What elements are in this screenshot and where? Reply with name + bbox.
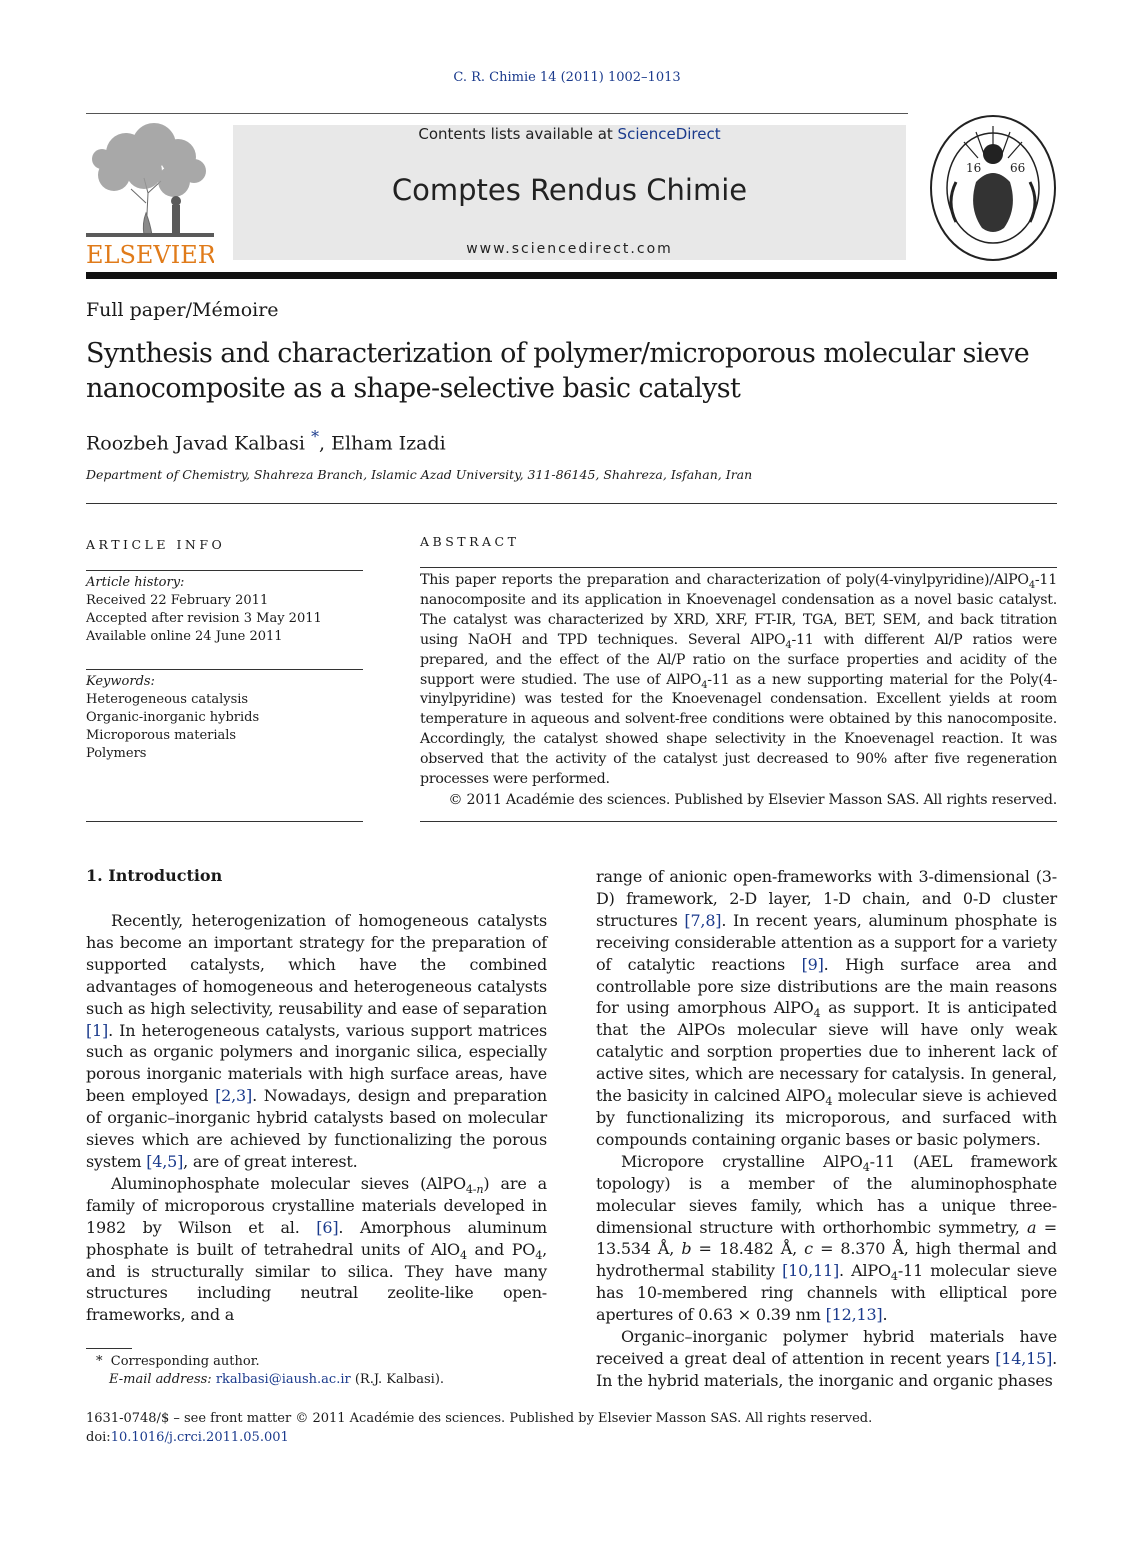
history-received: Received 22 February 2011 bbox=[86, 593, 269, 608]
keyword-item: Microporous materials bbox=[86, 728, 237, 743]
author-name[interactable]: Elham Izadi bbox=[331, 432, 446, 455]
affiliation: Department of Chemistry, Shahreza Branch, Islamic Azad University, 311-86145, Shahreza, Isfahan, Iran bbox=[86, 467, 753, 482]
info-divider bbox=[86, 821, 363, 822]
body-column-left bbox=[86, 910, 547, 1326]
footnote: * Corresponding author. E-mail address: rkalbasi@iaush.ac.ir (R.J. Kalbasi). bbox=[96, 1354, 445, 1387]
journal-title: Comptes Rendus Chimie bbox=[391, 173, 748, 207]
abstract-copyright: © 2011 Académie des sciences. Published by Elsevier Masson SAS. All rights reserved. bbox=[448, 791, 1057, 808]
title-divider bbox=[86, 503, 1057, 504]
elsevier-tree-icon bbox=[86, 123, 214, 265]
paragraph: range of anionic open-frameworks with 3-dimensional (3-D) framework, 2-D layer, 1-D chain, and 0-D cluster structures [7,8]. In recent years, aluminum phosphate is receiving considerable attention as a support for a variety of catalytic reactions [9]. High surface area and controllable pore size distributions are the main reasons for using amorphous AlPO$_4$ as support. It is anticipated that the AlPOs molecular sieve will have only weak catalytic and sorption properties due to inherent lack of active sites, which are necessary for catalysis. In general, the basicity in calcined AlPO$_4$ molecular sieve is achieved by functionalizing its microporous, and surfaced with compounds containing organic bases or basic polymers. bbox=[596, 867, 1057, 1149]
author-name[interactable]: Roozbeh Javad Kalbasi bbox=[86, 432, 306, 455]
reference-link[interactable]: [12,13] bbox=[825, 1305, 883, 1325]
abstract-heading: ABSTRACT bbox=[420, 534, 520, 549]
abstract-divider bbox=[420, 821, 1057, 822]
header-rule bbox=[86, 113, 908, 114]
article-info-heading: ARTICLE INFO bbox=[86, 537, 226, 552]
history-online: Available online 24 June 2011 bbox=[86, 629, 283, 644]
journal-url-link[interactable]: www.sciencedirect.com bbox=[466, 241, 673, 257]
keyword-item: Organic-inorganic hybrids bbox=[86, 710, 260, 725]
article-title: Synthesis and characterization of polymer/microporous molecular sieve nanocomposite as a shape-selective basic catalyst bbox=[86, 338, 1030, 404]
abstract-text: This paper reports the preparation and characterization of poly(4-vinylpyridine)/AlPO$_4$-11 nanocomposite and its application in Knoevenagel condensation as a novel basic catalyst. The catalyst was characterized by XRD, XRF, FT-IR, TGA, BET, SEM, and back titration using NaOH and TPD techniques. Several AlPO$_4$-11 with different Al/P ratios were prepared, and the effect of the Al/P ratio on the surface properties and acidity of the support were studied. The use of AlPO$_4$-11 as a new supporting material for the Poly(4-vinylpyridine) was tested for the Knoevenagel condensation. Excellent yields at room temperature in aqueous and solvent-free conditions were obtained by this nanocomposite. Accordingly, the catalyst showed shape selectivity in the Knoevenagel reaction. It was observed that the activity of the catalyst just decreased to 90% after five regeneration processes were performed. © 2011 Académie des sciences. Published by Elsevier Masson SAS. All rights reserved. bbox=[420, 571, 1057, 811]
author-list: Roozbeh Javad Kalbasi *, Elham Izadi bbox=[86, 427, 446, 455]
journal-banner bbox=[233, 125, 906, 260]
reference-link[interactable]: [10,11] bbox=[782, 1261, 840, 1281]
front-matter-line: 1631-0748/$ – see front matter © 2011 Académie des sciences. Published by Elsevier Masson SAS. All rights reserved. bbox=[86, 1411, 873, 1426]
doi-link[interactable]: 10.1016/j.crci.2011.05.001 bbox=[110, 1430, 289, 1445]
reference-link[interactable]: [14,15] bbox=[995, 1348, 1053, 1368]
paragraph: Micropore crystalline AlPO$_4$-11 (AEL framework topology) is a member of the aluminophosphate molecular sieves family, which has a unique three-dimensional structure with orthorhombic symmetry, a = 13.534 Å, b = 18.482 Å, c = 8.370 Å, high thermal and hydrothermal stability [10,11]. AlPO$_4$-11 molecular sieve has 10-membered ring channels with elliptical pore apertures of 0.63 × 0.39 nm [12,13]. bbox=[596, 1151, 1057, 1325]
footnote-rule bbox=[86, 1348, 132, 1349]
reference-link[interactable]: [1] bbox=[86, 1020, 109, 1040]
svg-text:66: 66 bbox=[1010, 161, 1026, 175]
paragraph: Organic–inorganic polymer hybrid materials have received a great deal of attention in recent years [14,15]. In the hybrid materials, the inorganic and organic phases bbox=[596, 1327, 1057, 1390]
article-type: Full paper/Mémoire bbox=[86, 299, 279, 321]
reference-link[interactable]: [9] bbox=[801, 954, 824, 974]
svg-text:ELSEVIER: ELSEVIER bbox=[86, 241, 214, 265]
keyword-item: Polymers bbox=[86, 746, 147, 761]
article-history: Article history: Received 22 February 2011 Accepted after revision 3 May 2011 Available online 24 June 2011 bbox=[86, 575, 322, 644]
info-divider bbox=[86, 570, 363, 571]
info-divider bbox=[86, 669, 363, 670]
svg-text:16: 16 bbox=[966, 161, 982, 175]
journal-citation[interactable]: C. R. Chimie 14 (2011) 1002–1013 bbox=[453, 70, 681, 85]
section-heading: 1. Introduction bbox=[86, 866, 223, 885]
reference-link[interactable]: [2,3] bbox=[215, 1086, 253, 1106]
header-thick-rule bbox=[86, 272, 1057, 279]
reference-link[interactable]: [6] bbox=[316, 1217, 339, 1237]
corresponding-author-mark[interactable]: * bbox=[311, 427, 319, 446]
keyword-item: Heterogeneous catalysis bbox=[86, 692, 249, 707]
abstract-divider bbox=[420, 567, 1057, 568]
footnote-mark: * bbox=[96, 1354, 103, 1369]
reference-link[interactable]: [4,5] bbox=[146, 1151, 184, 1171]
paragraph: Aluminophosphate molecular sieves (AlPO$_{4-n}$) are a family of microporous crystalline materials developed in 1982 by Wilson et al. [6]. Amorphous aluminum phosphate is built of tetrahedral units of AlO$_4$ and $PO_4$, and is structurally similar to silica. They have many structures including neutral zeolite-like open-frameworks, and a bbox=[86, 1173, 547, 1325]
history-accepted: Accepted after revision 3 May 2011 bbox=[86, 611, 322, 626]
elsevier-logo[interactable] bbox=[86, 123, 214, 265]
keywords: Keywords: Heterogeneous catalysis Organic-inorganic hybrids Microporous materials Polymers bbox=[86, 674, 260, 761]
contents-line: Contents lists available at ScienceDirect bbox=[418, 125, 721, 143]
sciencedirect-link[interactable]: ScienceDirect bbox=[617, 125, 721, 143]
page-footer: 1631-0748/$ – see front matter © 2011 Académie des sciences. Published by Elsevier Masson SAS. All rights reserved. doi:10.1016/j.crci.2011.05.001 bbox=[86, 1411, 873, 1445]
paragraph: Recently, heterogenization of homogeneous catalysts has become an important strategy for the preparation of supported catalysts, which have the combined advantages of homogeneous and heterogeneous catalysts such as high selectivity, reusability and ease of separation [1]. In heterogeneous catalysts, various support matrices such as organic polymers and inorganic silica, especially porous inorganic materials with high surface areas, have been employed [2,3]. Nowadays, design and preparation of organic–inorganic hybrid catalysts based on molecular sieves which are achieved by functionalizing the porous system [4,5], are of great interest. bbox=[86, 911, 547, 1171]
reference-link[interactable]: [7,8] bbox=[684, 910, 722, 930]
academie-seal-icon bbox=[926, 112, 1060, 264]
body-column-right bbox=[596, 866, 1057, 1392]
email-link[interactable]: rkalbasi@iaush.ac.ir bbox=[215, 1372, 351, 1387]
